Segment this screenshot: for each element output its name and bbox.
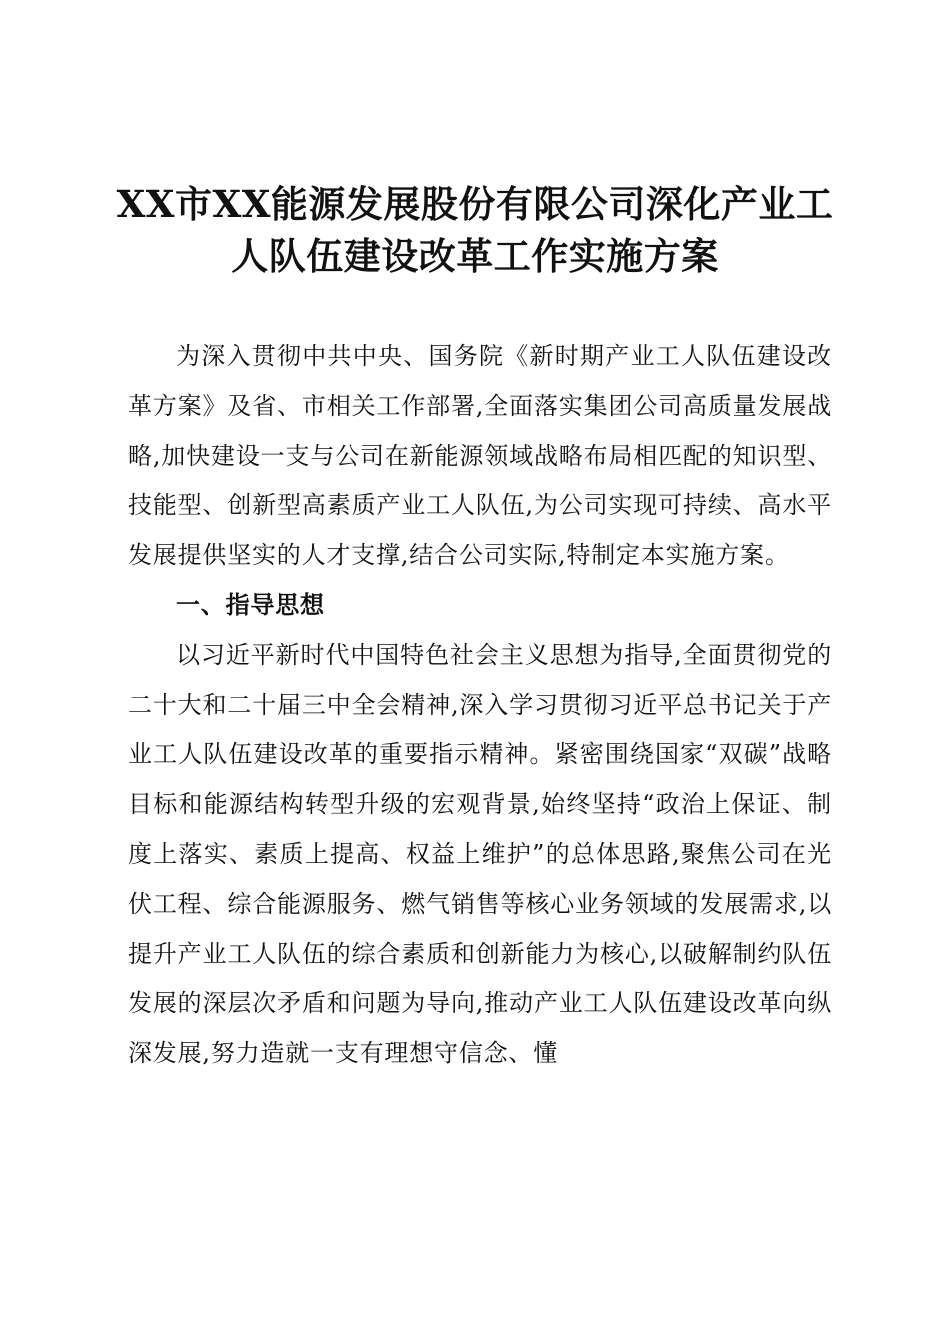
title-line-1: XX市XX能源发展股份有限公司深化产业工: [116, 182, 834, 226]
title-line-2: 人队伍建设改革工作实施方案: [231, 234, 719, 278]
section-heading-guiding-ideology: 一、指导思想: [176, 590, 325, 619]
document-body: [128, 332, 832, 1079]
intro-paragraph: 为深入贯彻中共中央、国务院《新时期产业工人队伍建设改革方案》及省、市相关工作部署,全面落实集团公司高质量发展战略,加快建设一支与公司在新能源领域战略布局相匹配的知识型、技能型、创新型高素质产业工人队伍,为公司实现可持续、高水平发展提供坚实的人才支撑,结合公司实际,特制定本实施方案。: [128, 342, 832, 570]
document-title: [100, 178, 850, 282]
section-paragraph-guiding-ideology: 以习近平新时代中国特色社会主义思想为指导,全面贯彻党的二十大和二十届三中全会精神,深入学习贯彻习近平总书记关于产业工人队伍建设改革的重要指示精神。紧密围绕国家“双碳”战略目标和能源结构转型升级的宏观背景,始终坚持“政治上保证、制度上落实、素质上提高、权益上维护”的总体思路,聚焦公司在光伏工程、综合能源服务、燃气销售等核心业务领域的发展需求,以提升产业工人队伍的综合素质和创新能力为核心,以破解制约队伍发展的深层次矛盾和问题为导向,推动产业工人队伍建设改革向纵深发展,努力造就一支有理想守信念、懂: [128, 640, 832, 1068]
